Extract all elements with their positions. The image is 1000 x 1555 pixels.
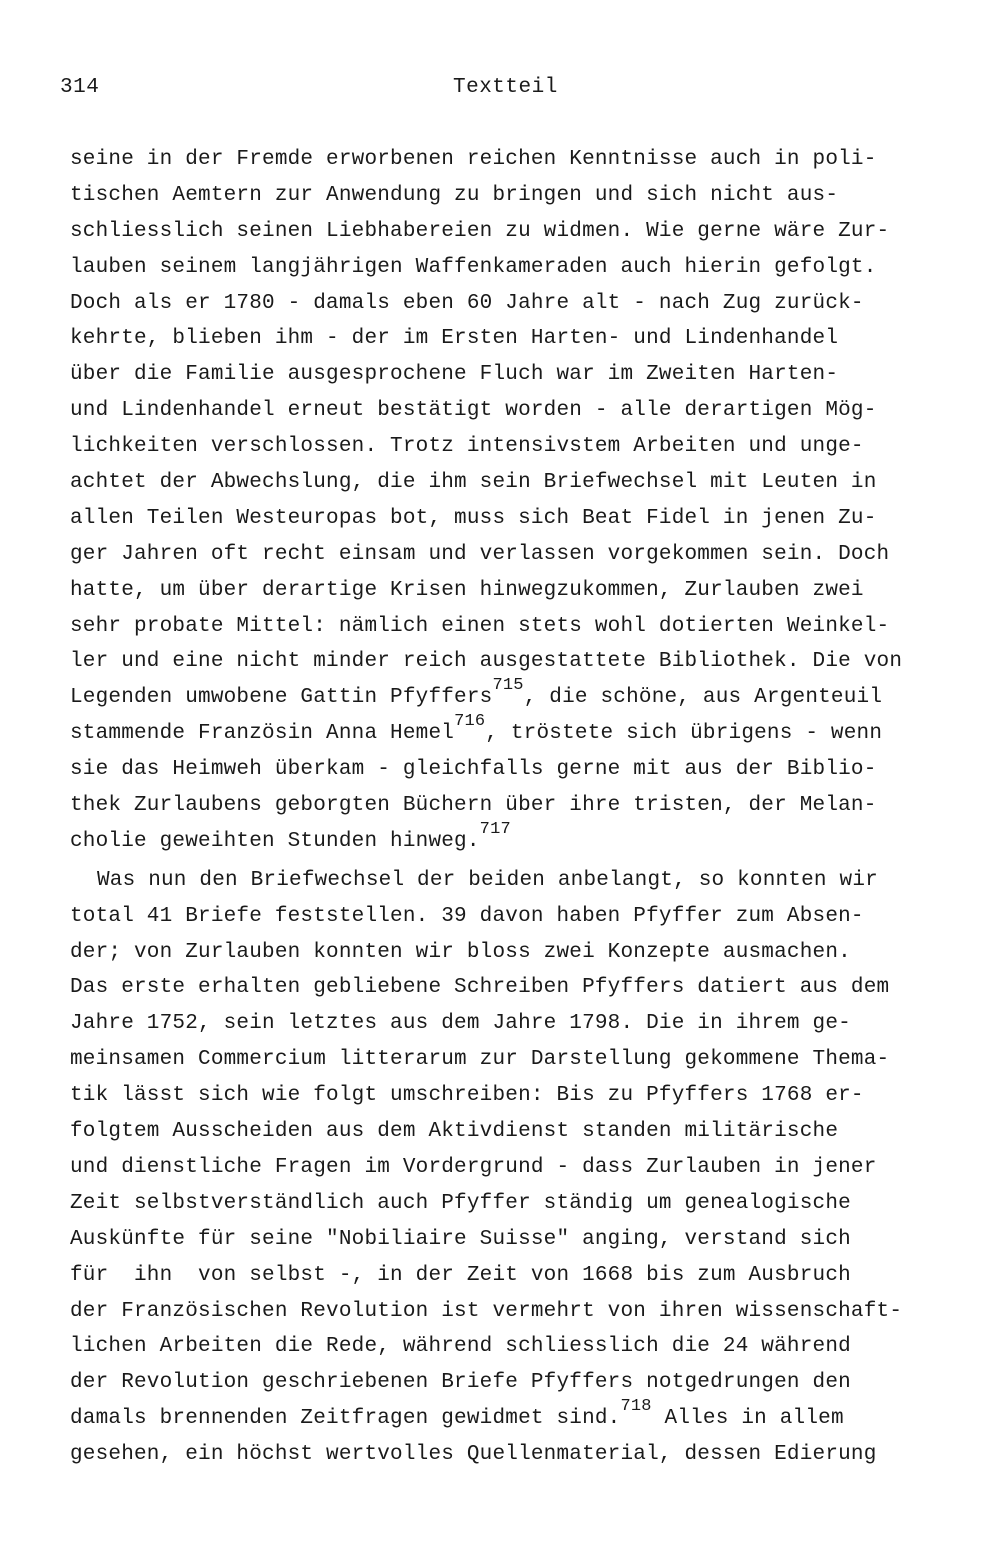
line-text: und Lindenhandel erneut bestätigt worden - alle derartigen Mög- [70,399,877,423]
text-line [70,142,975,178]
line-text: und dienstliche Fragen im Vordergrund - dass Zurlauben in jener [70,1155,877,1179]
line-text: Jahre 1752, sein letztes aus dem Jahre 1798. Die in ihrem ge- [70,1012,851,1036]
text-line [70,1365,975,1401]
text-line [70,393,975,429]
footnote-ref: 717 [479,819,511,839]
text-line [70,899,975,935]
text-line [70,1150,975,1186]
line-text-continued: , die schöne, aus Argenteuil [523,686,883,710]
line-text: Doch als er 1780 - damals eben 60 Jahre alt - nach Zug zurück- [70,291,864,315]
text-line [70,573,975,609]
footnote-ref: 716 [454,712,486,732]
text-line [70,214,975,250]
line-text: thek Zurlaubens geborgten Büchern über ihre tristen, der Melan- [70,794,877,818]
text-line [70,1397,975,1437]
line-text: meinsamen Commercium litterarum zur Darstellung gekommene Thema- [70,1048,890,1072]
footnote-ref: 715 [492,676,524,696]
text-line [70,429,975,465]
text-line [70,609,975,645]
line-text: der; von Zurlauben konnten wir bloss zwei Konzepte ausmachen. [70,940,851,964]
line-text: total 41 Briefe feststellen. 39 davon haben Pfyffer zum Absen- [70,904,864,928]
text-line [70,465,975,501]
line-text: Legenden umwobene Gattin Pfyffers [70,686,493,710]
line-text: seine in der Fremde erworbenen reichen Kenntnisse auch in poli- [70,148,877,171]
text-line [70,788,975,824]
line-text: Das erste erhalten gebliebene Schreiben Pfyffers datiert aus dem [70,976,890,1000]
line-text-continued: Alles in allem [651,1407,844,1431]
text-line [70,1294,975,1330]
text-line [70,537,975,573]
text-line [70,819,975,860]
text-line [70,935,975,971]
line-text: Auskünfte für seine "Nobiliaire Suisse" anging, verstand sich [70,1227,851,1251]
text-line [70,1042,975,1078]
line-text: über die Familie ausgesprochene Fluch war im Zweiten Harten- [70,363,839,387]
text-line [70,321,975,357]
text-line [70,752,975,788]
line-text: für ihn von selbst -, in der Zeit von 1668 bis zum Ausbruch [70,1263,851,1287]
line-text: schliesslich seinen Liebhabereien zu widmen. Wie gerne wäre Zur- [70,219,890,243]
line-text: hatte, um über derartige Krisen hinwegzukommen, Zurlauben zwei [70,578,864,602]
line-text: sie das Heimweh überkam - gleichfalls gerne mit aus der Biblio- [70,758,877,782]
page-number: 314 [60,76,100,99]
text-line [70,1329,975,1365]
line-text: der Französischen Revolution ist vermehrt von ihren wissenschaft- [70,1299,903,1323]
line-text: allen Teilen Westeuropas bot, muss sich Beat Fidel in jenen Zu- [70,506,877,530]
text-line [70,676,975,716]
line-text: Zeit selbstverständlich auch Pfyffer ständig um genealogische [70,1191,851,1215]
text-line [70,863,975,899]
line-text-continued: , tröstete sich übrigens - wenn [485,722,883,746]
line-text: Was nun den Briefwechsel der beiden anbelangt, so konnten wir [97,868,878,892]
line-text: ger Jahren oft recht einsam und verlassen vorgekommen sein. Doch [70,542,890,566]
text-line [70,1078,975,1114]
paragraph [70,863,975,1473]
text-line [70,357,975,393]
line-text: stammende Französin Anna Hemel [70,722,455,746]
line-text: lauben seinem langjährigen Waffenkameraden auch hierin gefolgt. [70,255,877,279]
footnote-ref: 718 [620,1397,652,1417]
text-line [70,1222,975,1258]
text-line [70,644,975,680]
line-text: damals brennenden Zeitfragen gewidmet sind. [70,1407,621,1431]
text-line [70,178,975,214]
running-title: Textteil [453,76,558,99]
line-text: tischen Aemtern zur Anwendung zu bringen und sich nicht aus- [70,183,839,207]
line-text: sehr probate Mittel: nämlich einen stets wohl dotierten Weinkel- [70,614,890,638]
text-line [70,712,975,752]
line-text: tik lässt sich wie folgt umschreiben: Bis zu Pfyffers 1768 er- [70,1084,864,1108]
line-text: achtet der Abwechslung, die ihm sein Briefwechsel mit Leuten in [70,471,877,495]
line-text: lichkeiten verschlossen. Trotz intensivstem Arbeiten und unge- [70,435,864,459]
text-line [70,250,975,286]
text-line [70,1114,975,1150]
text-line [70,1437,975,1473]
line-text: lichen Arbeiten die Rede, während schliesslich die 24 während [70,1335,851,1359]
text-line [70,1258,975,1294]
line-text: ler und eine nicht minder reich ausgestattete Bibliothek. Die von [70,650,903,674]
line-text: gesehen, ein höchst wertvolles Quellenmaterial, dessen Edierung [70,1443,877,1467]
text-line [70,286,975,322]
text-line [70,970,975,1006]
line-text: kehrte, blieben ihm - der im Ersten Harten- und Lindenhandel [70,327,839,351]
line-text: der Revolution geschriebenen Briefe Pfyffers notgedrungen den [70,1371,851,1395]
body-text [70,142,975,1473]
paragraph [70,142,975,860]
text-line [70,501,975,537]
line-text: folgtem Ausscheiden aus dem Aktivdienst standen militärische [70,1120,839,1144]
text-line [70,1186,975,1222]
line-text: cholie geweihten Stunden hinweg. [70,829,480,853]
text-line [70,1006,975,1042]
